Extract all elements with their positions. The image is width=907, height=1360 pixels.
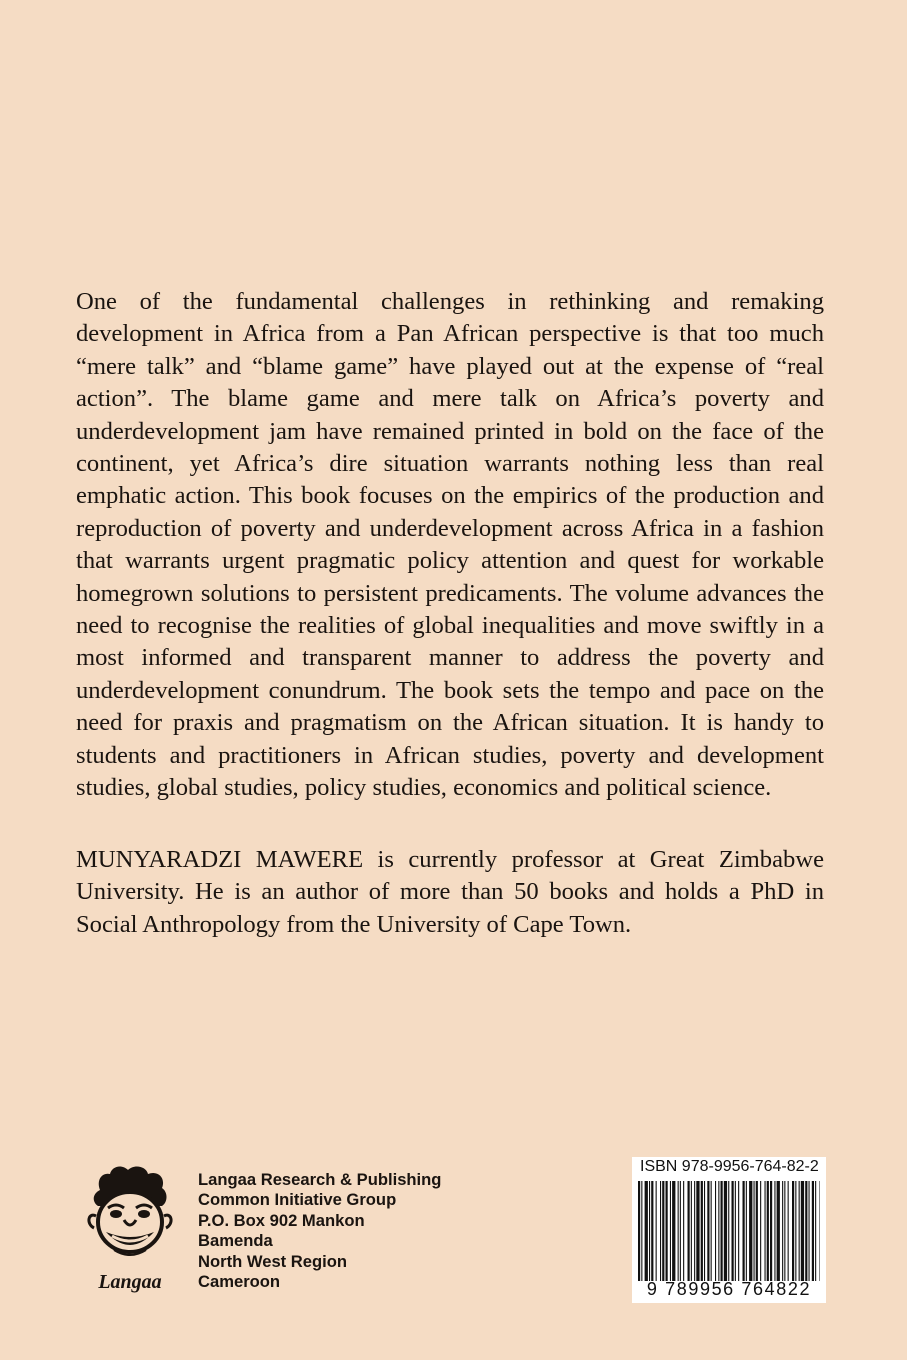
barcode-bar: [754, 1181, 755, 1281]
address-line: Langaa Research & Publishing: [198, 1170, 442, 1189]
address-line: P.O. Box 902 Mankon: [198, 1210, 365, 1230]
barcode-bar: [704, 1181, 705, 1281]
barcode-bar: [795, 1181, 796, 1281]
barcode-bar: [777, 1181, 780, 1281]
barcode-bar: [724, 1181, 727, 1281]
barcode-bar: [662, 1181, 664, 1281]
barcode-bar: [701, 1181, 703, 1281]
barcode-bar: [678, 1181, 679, 1281]
barcode-bar: [782, 1181, 783, 1281]
barcode-bar: [718, 1181, 719, 1281]
barcode-bar: [649, 1181, 650, 1281]
barcode-bar: [721, 1181, 723, 1281]
barcode-bar: [805, 1181, 807, 1281]
publisher-address: [198, 1170, 441, 1292]
barcode-bar: [815, 1181, 816, 1281]
barcode-bar: [641, 1181, 642, 1281]
barcode-bar: [638, 1181, 640, 1281]
address-line: Common Initiative Group: [198, 1190, 397, 1210]
barcode-digits: 9 789956 764822: [646, 1279, 812, 1299]
address-line: North West Region: [198, 1251, 348, 1271]
barcode-bar: [666, 1181, 668, 1281]
barcode-bar: [691, 1181, 692, 1281]
barcode-bar: [743, 1181, 745, 1281]
barcode-bar: [645, 1181, 648, 1281]
barcode-bar: [820, 1181, 821, 1281]
barcode-bar: [715, 1181, 716, 1281]
barcode-bar: [774, 1181, 775, 1281]
langaa-logo: [78, 1162, 182, 1296]
isbn-barcode: [632, 1157, 826, 1303]
barcode-bar: [756, 1181, 758, 1281]
author-bio: [76, 844, 824, 941]
barcode-bar: [735, 1181, 736, 1281]
barcode-bar: [760, 1181, 761, 1281]
isbn-label: ISBN 978-9956-764-82-2: [640, 1158, 819, 1175]
author-bio-text: is currently professor at Great Zimbabwe University. He is an author of more than 50 books and holds a PhD in Social Anthropology from the University of Cape Town.: [76, 846, 824, 938]
barcode-bar: [672, 1181, 675, 1281]
barcode-bar: [728, 1181, 729, 1281]
barcode-bar: [651, 1181, 653, 1281]
barcode-bar: [688, 1181, 690, 1281]
barcode-bar: [738, 1181, 739, 1281]
barcode-bar: [799, 1181, 800, 1281]
barcode-bar: [801, 1181, 804, 1281]
barcode-bar: [809, 1181, 810, 1281]
address-line: Cameroon: [198, 1272, 281, 1292]
barcode-bar: [683, 1181, 684, 1281]
barcode-bar: [749, 1181, 752, 1281]
barcode-bar: [770, 1181, 772, 1281]
barcode-bar: [765, 1181, 766, 1281]
barcode-bar: [670, 1181, 671, 1281]
barcode-bar: [707, 1181, 709, 1281]
back-cover-blurb: One of the fundamental challenges in rethinking and remaking development in Africa from a Pan African perspective is that too much “mere talk” and “blame game” have played out at the expense of “real action”. The blame game and mere talk on Africa’s poverty and underdevelopment jam have remained printed in bold on the face of the continent, yet Africa’s dire situation warrants nothing less than real emphatic action. This book focuses on the empirics of the production and reproduction of poverty and underdevelopment across Africa in a fashion that warrants urgent pragmatic policy attention and quest for workable homegrown solutions to persistent predicaments. The volume advances the need to recognise the realities of global inequalities and move swiftly in a most informed and transparent manner to address the poverty and underdevelopment conundrum. The book sets the tempo and pace on the need for praxis and pragmatism on the African situation. It is handy to students and practitioners in African studies, poverty and development studies, global studies, policy studies, economics and political science.: [76, 288, 824, 802]
barcode-bar: [660, 1181, 661, 1281]
barcode-bar: [696, 1181, 699, 1281]
barcode-bar: [732, 1181, 734, 1281]
barcode-bar: [656, 1181, 657, 1281]
author-name: MUNYARADZI MAWERE: [76, 846, 364, 873]
barcode-bar: [746, 1181, 747, 1281]
barcode-bar: [792, 1181, 794, 1281]
barcode-bar: [694, 1181, 695, 1281]
barcode-bar: [711, 1181, 712, 1281]
logo-wordmark: Langaa: [98, 1271, 162, 1293]
barcode-bar: [680, 1181, 681, 1281]
address-line: Bamenda: [198, 1231, 273, 1251]
barcode-bar: [767, 1181, 769, 1281]
barcode-bar: [788, 1181, 789, 1281]
barcode-bars: [638, 1181, 820, 1281]
barcode-bar: [812, 1181, 814, 1281]
barcode-bar: [784, 1181, 785, 1281]
